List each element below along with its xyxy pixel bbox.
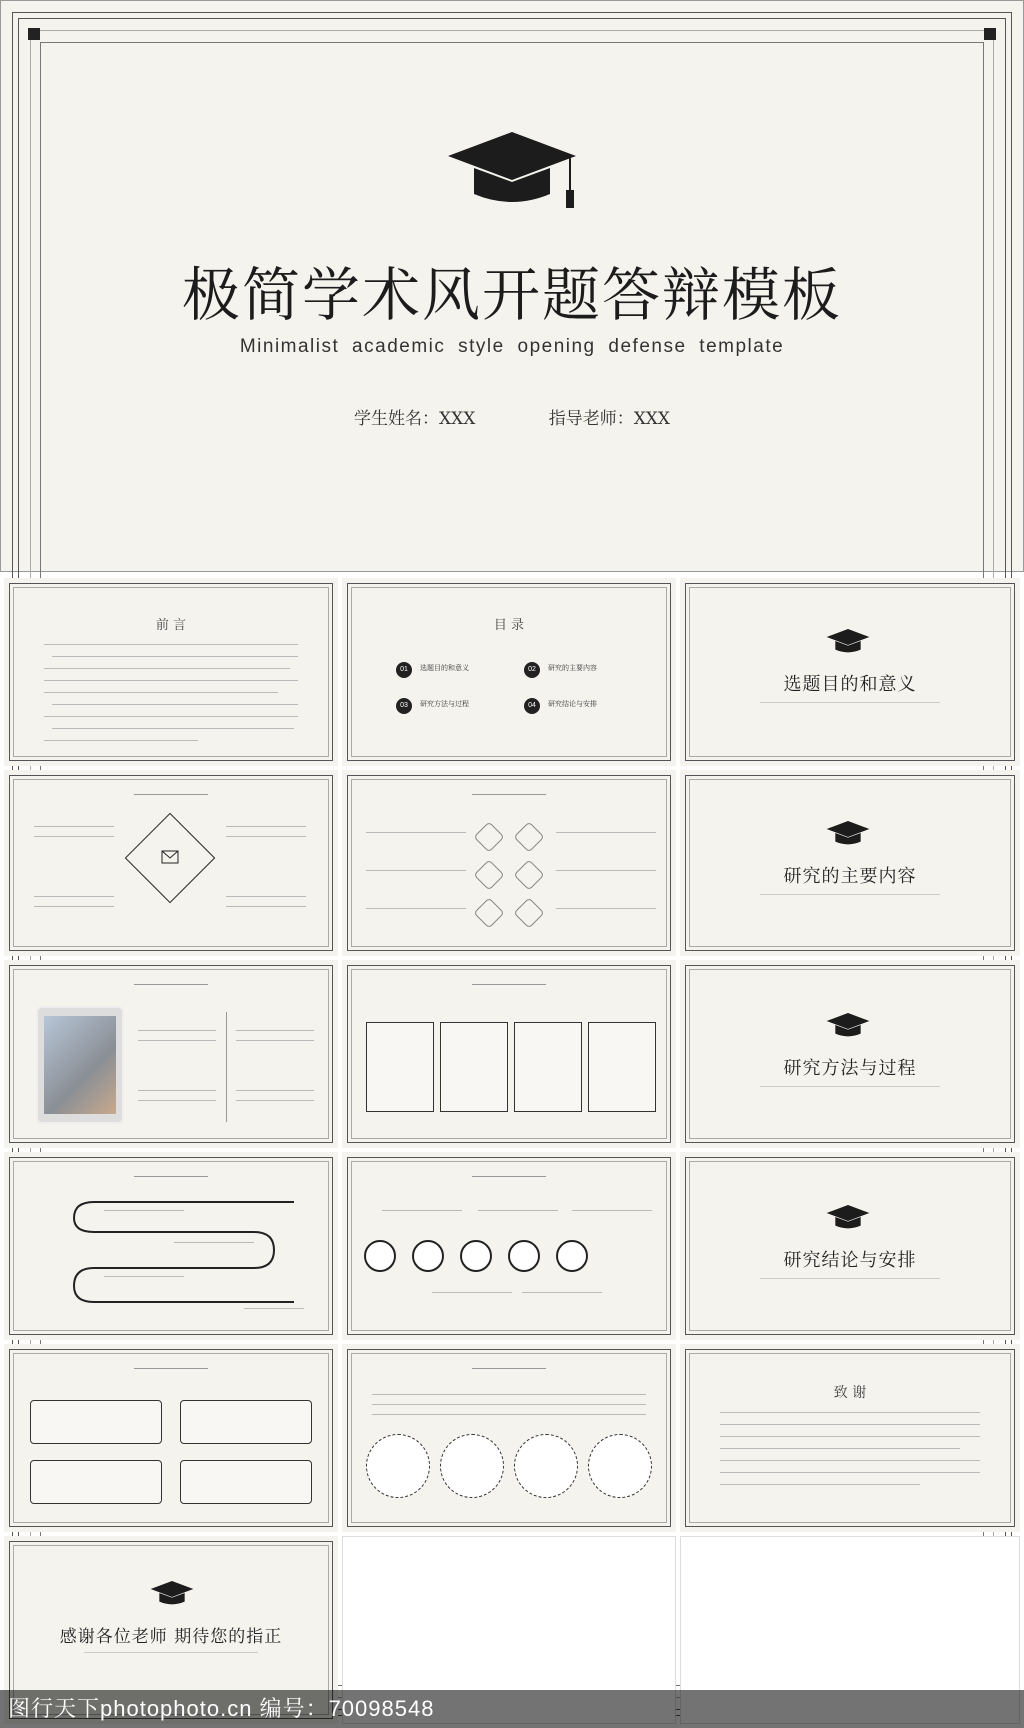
process-path <box>64 1198 304 1318</box>
thanks-title: 致 谢 <box>833 1385 867 1401</box>
slide-toc <box>342 578 676 766</box>
toc-title: 目 录 <box>493 618 525 633</box>
hero-names <box>0 404 1024 429</box>
toc-item-1[interactable]: 选题目的和意义 <box>420 665 469 672</box>
mail-icon <box>161 850 179 864</box>
graduation-cap-icon <box>826 1204 870 1232</box>
preface-title: 前 言 <box>155 618 187 633</box>
advisor-name: 指导老师：XXX <box>548 409 671 429</box>
settings-icon <box>460 1240 492 1272</box>
hero-corner-tl <box>28 28 40 40</box>
slide-method-flow <box>4 1152 338 1340</box>
toc-num-3: 03 <box>396 698 412 714</box>
hero-slide <box>0 0 1024 572</box>
slide-section-2 <box>680 770 1020 956</box>
section-2-title: 研究的主要内容 <box>783 866 917 887</box>
closing-title: 感谢各位老师 期待您的指正 <box>59 1627 283 1647</box>
graduation-cap-icon <box>826 820 870 848</box>
content-box-1 <box>366 1022 434 1112</box>
toc-num-4: 04 <box>524 698 540 714</box>
hero-title: 极简学术风开题答辩模板 <box>181 261 842 329</box>
slide-content-boxes <box>342 960 676 1148</box>
card-3 <box>30 1460 162 1504</box>
slide-section-4 <box>680 1152 1020 1340</box>
section-4-title: 研究结论与安排 <box>783 1250 917 1271</box>
toc-item-4[interactable]: 研究结论与安排 <box>548 701 597 708</box>
slide-meaning-diamond <box>4 770 338 956</box>
card-2 <box>180 1400 312 1444</box>
card-4 <box>180 1460 312 1504</box>
toc-item-2[interactable]: 研究的主要内容 <box>548 665 597 672</box>
slide-method-circles <box>342 1152 676 1340</box>
slide-conclusion-cards <box>4 1344 338 1532</box>
slide-thanks <box>680 1344 1020 1532</box>
toc-num-2: 02 <box>524 662 540 678</box>
student-name: 学生姓名：XXX <box>353 409 476 429</box>
tablet-photo <box>36 1006 124 1124</box>
slide-meaning-hex <box>342 770 676 956</box>
slide-content-photo <box>4 960 338 1148</box>
watermark-banner: 图行天下photophoto.cn 编号：70098548 <box>0 1690 1024 1728</box>
content-box-3 <box>514 1022 582 1112</box>
slide-preface <box>4 578 338 766</box>
content-box-2 <box>440 1022 508 1112</box>
circle-2 <box>440 1434 504 1498</box>
slide-conclusion-circles <box>342 1344 676 1532</box>
circle-3 <box>514 1434 578 1498</box>
chat-icon <box>556 1240 588 1272</box>
graduation-cap-icon <box>826 628 870 656</box>
slide-section-1 <box>680 578 1020 766</box>
graduation-cap-icon <box>826 1012 870 1040</box>
card-1 <box>30 1400 162 1444</box>
section-3-title: 研究方法与过程 <box>783 1058 917 1079</box>
cloud-icon <box>412 1240 444 1272</box>
mail-icon <box>364 1240 396 1272</box>
hero-subtitle: Minimalist academic style opening defense template <box>239 336 785 357</box>
toc-item-3[interactable]: 研究方法与过程 <box>420 701 469 708</box>
section-1-title: 选题目的和意义 <box>783 674 917 695</box>
graduation-cap-icon <box>446 130 578 212</box>
slide-section-3 <box>680 960 1020 1148</box>
circle-1 <box>366 1434 430 1498</box>
graduation-cap-icon <box>150 1580 194 1608</box>
cart-icon <box>508 1240 540 1272</box>
hero-corner-tr <box>984 28 996 40</box>
circle-4 <box>588 1434 652 1498</box>
toc-num-1: 01 <box>396 662 412 678</box>
content-box-4 <box>588 1022 656 1112</box>
